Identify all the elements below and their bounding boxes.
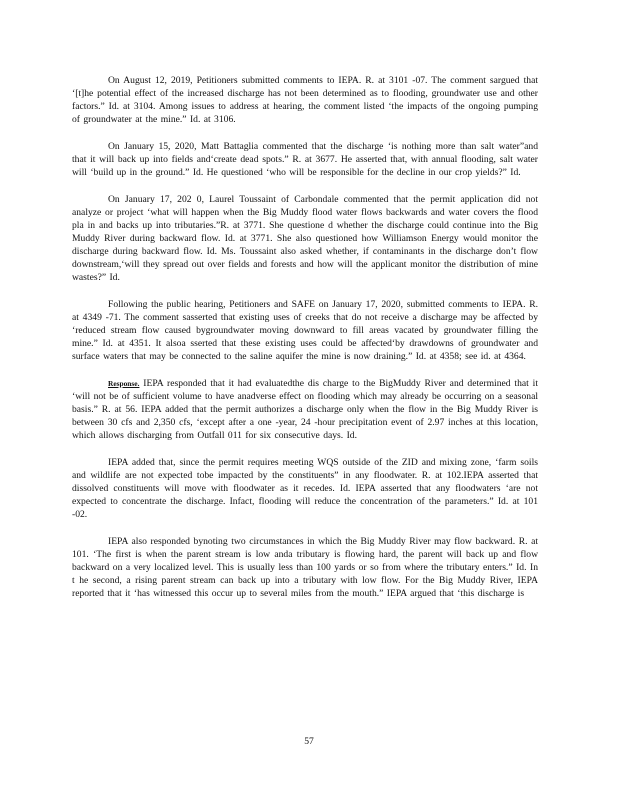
paragraph-text: Following the public hearing, Petitioners and SAFE on January 17, 2020, submitted comments to IEPA. R. at 4349 -71. The comment sasserted that existing uses of creeks that do not receive a discharge may be affected by ‘reduced stream flow caused bygroundwater moving downward to fill areas vacated by groundwater filling the mine.” Id. at 4351. It alsoa sserted that these existing uses could be affected‘by drawdowns of groundwater and surface waters that may be connected to the saline aquifer the mine is now draining.” Id. at 4358; see id. at 4364. xyxy=(72,299,538,362)
paragraph-iepa-response xyxy=(72,377,538,442)
response-heading: Response. xyxy=(108,379,140,388)
paragraph-text: IEPA also responded bynoting two circumstances in which the Big Muddy River may flow backward. R. at 101. ‘The first is when the parent stream is low anda tributary is flowing hard, the parent will back up and flow backward on a very localized level. This is usually less than 100 yards or so from where the tributary enters.” Id. In t he second, a rising parent stream can back up into a tributary with low flow. For the Big Muddy River, IEPA reported that it ‘has witnessed this occur up to several miles from the mouth.” IEPA argued that ‘this discharge is xyxy=(72,536,538,599)
body-text xyxy=(72,74,538,614)
paragraph-text: IEPA responded that it had evaluatedthe dis charge to the BigMuddy River and determined that it ‘will not be of sufficient volume to have anadverse effect on flooding which may already be occurring on a seasonal basis.” R. at 56. IEPA added that the permit authorizes a discharge only when the flow in the Big Muddy River is between 30 cfs and 2,350 cfs, ‘except after a one -year, 24 -hour precipitation event of 2.97 inches at this location, which allows discharging from Outfall 011 for six consecutive days. Id. xyxy=(72,378,538,441)
paragraph-iepa-wqs xyxy=(72,456,538,521)
paragraph-text: On January 17, 202 0, Laurel Toussaint of Carbondale commented that the permit application did not analyze or project ‘what will happen when the Big Muddy flood water flows backwards and water covers the flood pla in and backs up into tributaries.”R. at 3771. She questione d whether the discharge could continue into the Big Muddy River during backward flow. Id. at 3771. She also questioned how Williamson Energy would monitor the discharge during backward flow. Id. Ms. Toussaint also asked whether, if contaminants in the discharge don’t flow downstream,‘will they spread out over fields and forests and how will the applicant monitor the distribution of mine wastes?” Id. xyxy=(72,194,538,283)
paragraph-toussaint-comment xyxy=(72,193,538,284)
paragraph-text: IEPA added that, since the permit requires meeting WQS outside of the ZID and mixing zone, ‘farm soils and wildlife are not expected tobe impacted by the constituents” in any floodwater. R. at 102.IEPA asserted that dissolved constituents will move with floodwater as it recedes. Id. IEPA asserted that any floodwaters ‘are not expected to concentrate the discharge. Infact, flooding will reduce the concentration of the parameters.” Id. at 101 -02. xyxy=(72,457,538,520)
paragraph-text: On August 12, 2019, Petitioners submitted comments to IEPA. R. at 3101 -07. The comment sargued that ‘[t]he potential effect of the increased discharge has not been determined as to flooding, groundwater use and other factors.” Id. at 3104. Among issues to address at hearing, the comment listed ‘the impacts of the ongoing pumping of groundwater at the mine.” Id. at 3106. xyxy=(72,75,538,125)
paragraph-iepa-backward-flow xyxy=(72,535,538,600)
paragraph-safe-comment xyxy=(72,298,538,363)
paragraph-battaglia-comment xyxy=(72,140,538,179)
page-number: 57 xyxy=(304,736,314,747)
paragraph-petitioners-comment xyxy=(72,74,538,126)
paragraph-text: On January 15, 2020, Matt Battaglia commented that the discharge ‘is nothing more than salt water”and that it will back up into fields and‘create dead spots.” R. at 3677. He asserted that, with annual flooding, salt water will ‘build up in the ground.” Id. He questioned ‘who will be responsible for the decline in our crop yields?” Id. xyxy=(72,141,538,178)
